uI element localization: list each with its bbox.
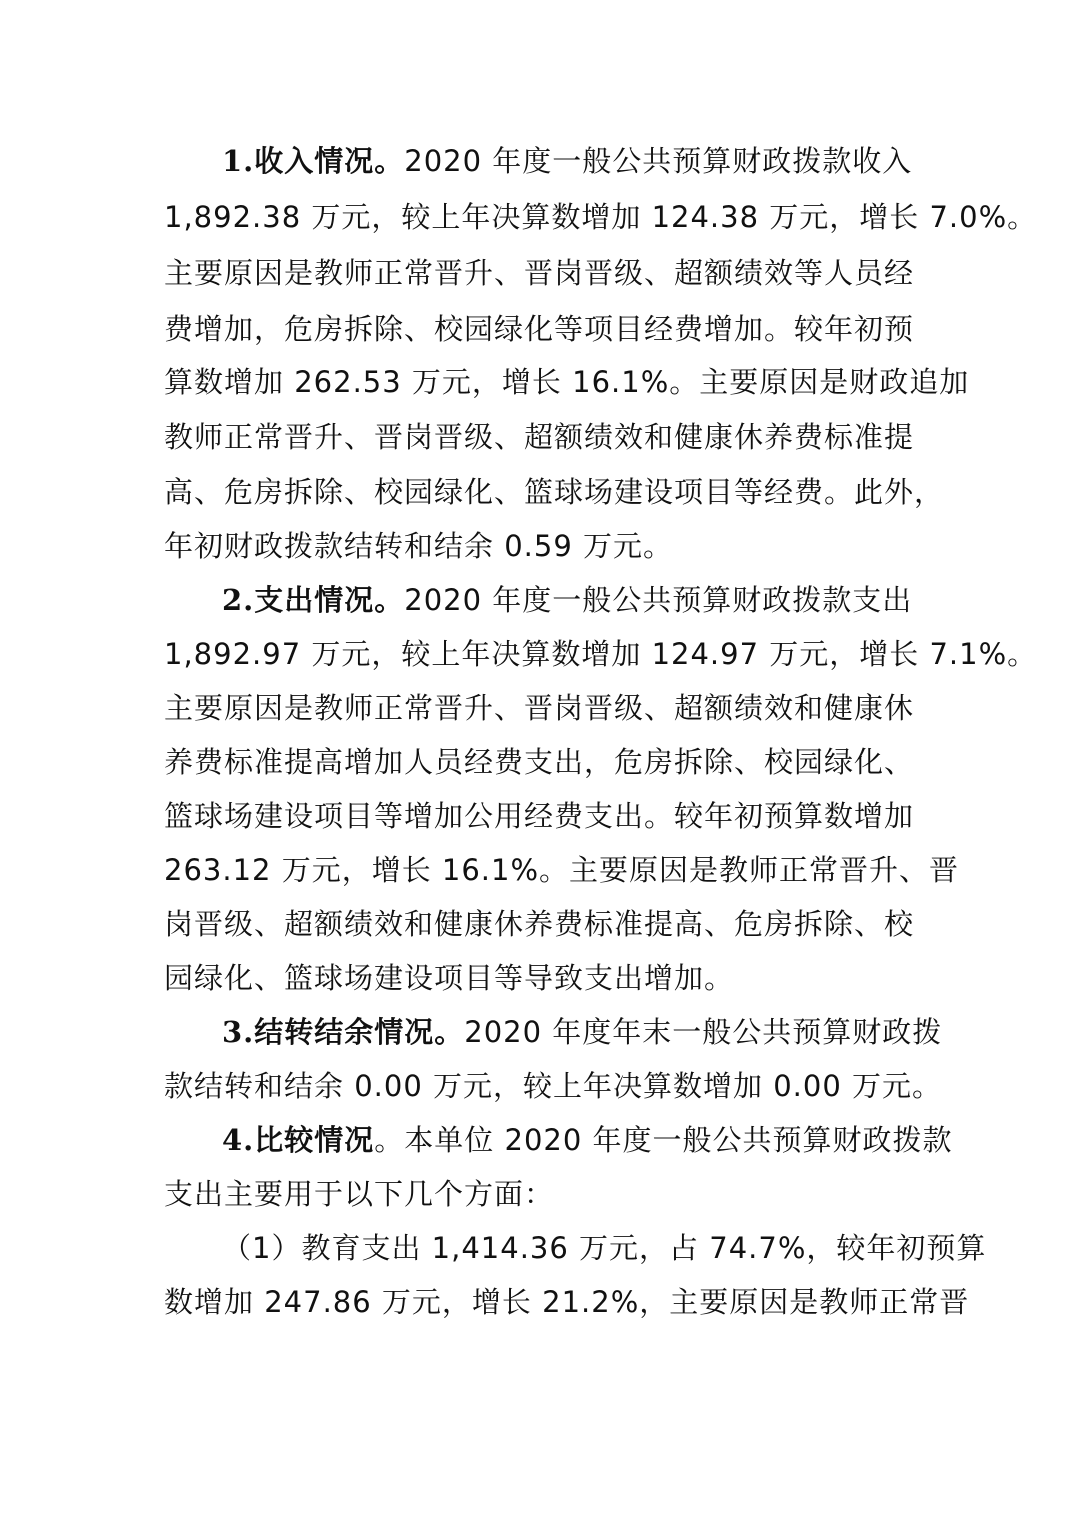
paragraph-5-line-2: 数增加 247.86 万元，增长 21.2%，主要原因是教师正常晋 xyxy=(164,1285,970,1319)
paragraph-4-line-1 xyxy=(222,1120,953,1160)
paragraph-3-heading: 3.结转结余情况。 xyxy=(222,1015,465,1049)
paragraph-2-line-5: 篮球场建设项目等增加公用经费支出。较年初预算数增加 xyxy=(164,799,915,833)
paragraph-1-text: 2020 年度一般公共预算财政拨款收入 xyxy=(404,144,913,178)
paragraph-1-line-4: 费增加，危房拆除、校园绿化等项目经费增加。较年初预 xyxy=(164,312,915,346)
paragraph-2-line-6: 263.12 万元，增长 16.1%。主要原因是教师正常晋升、晋 xyxy=(164,853,960,887)
paragraph-2-line-4: 养费标准提高增加人员经费支出，危房拆除、校园绿化、 xyxy=(164,745,915,779)
paragraph-2-line-3: 主要原因是教师正常晋升、晋岗晋级、超额绩效和健康休 xyxy=(164,691,915,725)
paragraph-1-heading: 1.收入情况。 xyxy=(222,144,405,178)
paragraph-2-heading: 2.支出情况。 xyxy=(222,583,405,617)
paragraph-2-line-2: 1,892.97 万元，较上年决算数增加 124.97 万元，增长 7.1%。 xyxy=(164,637,1038,671)
paragraph-2-line-1 xyxy=(222,580,912,620)
paragraph-2-text: 2020 年度一般公共预算财政拨款支出 xyxy=(404,583,913,617)
paragraph-4-heading: 4.比较情况 xyxy=(222,1123,375,1157)
paragraph-2-line-8: 园绿化、篮球场建设项目等导致支出增加。 xyxy=(164,961,735,995)
paragraph-4-text: 。本单位 2020 年度一般公共预算财政拨款 xyxy=(374,1123,953,1157)
paragraph-1-line-2: 1,892.38 万元，较上年决算数增加 124.38 万元，增长 7.0%。 xyxy=(164,200,1038,234)
paragraph-1-line-8: 年初财政拨款结转和结余 0.59 万元。 xyxy=(164,529,674,563)
paragraph-2-line-7: 岗晋级、超额绩效和健康休养费标准提高、危房拆除、校 xyxy=(164,907,915,941)
paragraph-3-line-2: 款结转和结余 0.00 万元，较上年决算数增加 0.00 万元。 xyxy=(164,1069,943,1103)
paragraph-1-line-6: 教师正常晋升、晋岗晋级、超额绩效和健康休养费标准提 xyxy=(164,420,915,454)
paragraph-4-line-2: 支出主要用于以下几个方面： xyxy=(164,1177,555,1211)
paragraph-3-text: 2020 年度年末一般公共预算财政拨 xyxy=(464,1015,943,1049)
paragraph-1-line-1 xyxy=(222,141,912,181)
paragraph-1-line-3: 主要原因是教师正常晋升、晋岗晋级、超额绩效等人员经 xyxy=(164,256,915,290)
paragraph-5-line-1: （1）教育支出 1,414.36 万元，占 74.7%，较年初预算 xyxy=(222,1231,987,1265)
paragraph-1-line-7: 高、危房拆除、校园绿化、篮球场建设项目等经费。此外， xyxy=(164,475,945,509)
paragraph-1-line-5: 算数增加 262.53 万元，增长 16.1%。主要原因是财政追加 xyxy=(164,365,970,399)
paragraph-3-line-1 xyxy=(222,1012,942,1052)
